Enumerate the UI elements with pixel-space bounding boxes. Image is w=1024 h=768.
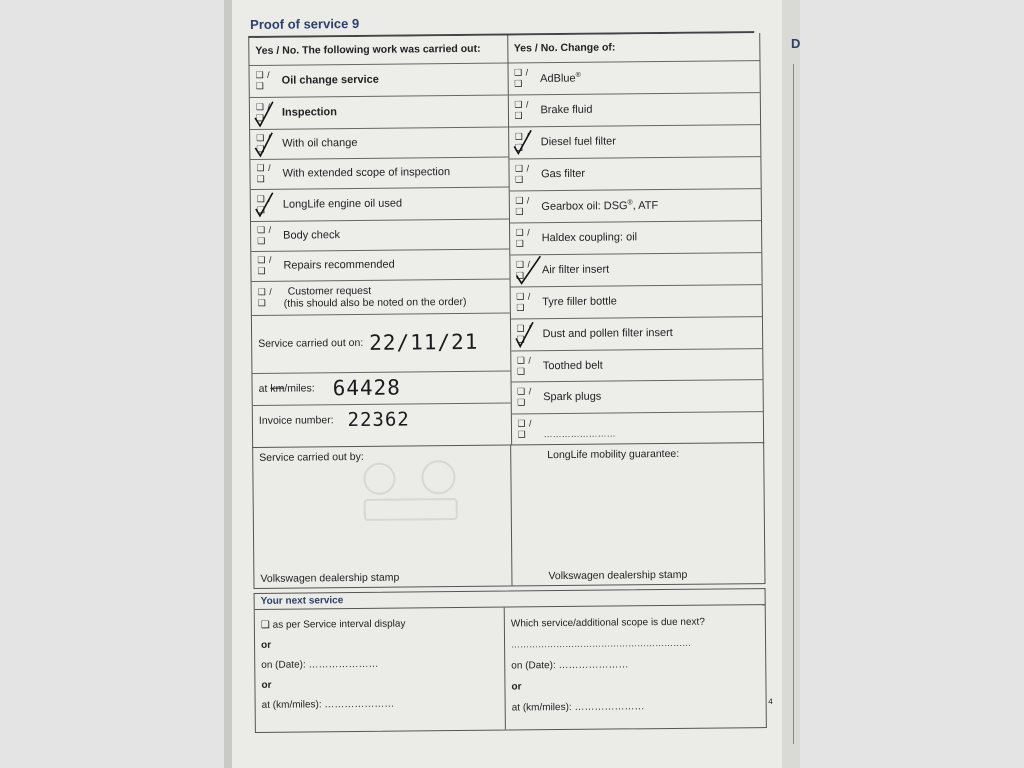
checkbox-pair[interactable]: ❑ / ❑ <box>516 291 531 313</box>
mileage-label-suffix: /miles: <box>284 382 315 395</box>
gearbox-label: Gearbox oil: DSG <box>541 199 628 213</box>
checkbox-pair[interactable]: ❑ / ❑ <box>516 323 532 345</box>
invoice-value[interactable]: 22362 <box>347 407 410 431</box>
change-item-label <box>541 199 658 213</box>
adjacent-page <box>782 0 800 768</box>
or-label: or <box>261 679 272 691</box>
service-grid <box>248 33 764 448</box>
work-item-longlife-oil <box>251 187 509 221</box>
next-service-box <box>254 588 773 733</box>
adjacent-page-rule <box>793 64 794 744</box>
checkbox-pair[interactable]: ❑ / ❑ <box>255 69 271 91</box>
adblue-label: AdBlue <box>540 72 576 85</box>
checkbox-pair[interactable]: ❑ / ❑ <box>257 254 272 276</box>
checkmark-icon <box>254 190 276 218</box>
faint-stamp-mark <box>364 498 458 521</box>
work-item-customer-request <box>252 279 510 315</box>
work-item-label <box>284 284 467 310</box>
dealer-stamp-label: Volkswagen dealership stamp <box>260 571 400 585</box>
checkbox-pair[interactable]: ❑ / ❑ <box>515 227 531 249</box>
next-date-field[interactable]: on (Date): ………………… <box>261 658 379 671</box>
work-item-label: Inspection <box>281 106 338 119</box>
change-item-label: Diesel fuel filter <box>540 135 617 149</box>
work-item-label: With extended scope of inspection <box>282 166 451 180</box>
service-by-label: Service carried out by: <box>259 450 364 464</box>
work-item-label: Body check <box>283 229 341 242</box>
or-label: or <box>261 639 272 651</box>
change-item-spark-plugs <box>511 380 763 414</box>
work-item-label: Oil change service <box>281 73 379 87</box>
next-service-body <box>255 605 766 732</box>
mileage-label-struck: km <box>270 382 285 395</box>
checkbox-pair[interactable]: ❑ / ❑ <box>516 354 532 376</box>
page-number: 4 <box>768 696 773 706</box>
change-item-label: Toothed belt <box>542 359 603 372</box>
change-item-air-filter <box>510 253 762 287</box>
checkbox-pair[interactable]: ❑ / ❑ <box>514 131 530 153</box>
scope-blank-line[interactable]: …………………………………………………… <box>511 637 692 650</box>
work-item-label: LongLife engine oil used <box>282 197 403 211</box>
checkbox-pair[interactable]: ❑ / ❑ <box>257 286 273 308</box>
change-item-label: Haldex coupling: oil <box>541 231 638 245</box>
service-form <box>248 9 773 732</box>
or-label: or <box>511 680 522 693</box>
checkbox-pair[interactable]: ❑ / ❑ <box>257 224 272 246</box>
change-item-brake-fluid <box>508 93 760 127</box>
next-service-title: Your next service <box>255 589 765 610</box>
change-item-label <box>540 71 581 84</box>
service-date-value[interactable]: 22/11/21 <box>369 329 479 355</box>
next-km-field[interactable]: at (km/miles): ………………… <box>261 698 395 711</box>
work-item-repairs <box>251 249 509 281</box>
faint-stamp-mark <box>363 462 395 494</box>
checkbox-pair[interactable]: ❑ / ❑ <box>515 195 530 217</box>
checkmark-icon <box>253 99 275 127</box>
change-item-tyre-filler <box>510 285 762 319</box>
change-header: Yes / No. Change of: <box>508 33 760 63</box>
change-item-adblue <box>508 61 760 95</box>
checkbox-pair[interactable]: ❑ / ❑ <box>514 67 529 89</box>
invoice-row <box>253 403 511 435</box>
scope-question: Which service/additional scope is due next? <box>510 616 705 630</box>
change-item-label: Tyre filler bottle <box>542 295 617 309</box>
checkbox-pair[interactable]: ❑ / ❑ <box>517 386 532 408</box>
mobility-guarantee-label: LongLife mobility guarantee: <box>547 447 680 461</box>
registered-mark: ® <box>575 71 581 79</box>
next-service-scope <box>505 605 766 729</box>
change-item-label: Dust and pollen filter insert <box>542 326 673 341</box>
mileage-row <box>252 371 510 405</box>
next-date-field-2[interactable]: on (Date): ………………… <box>511 658 629 672</box>
change-item-label: Brake fluid <box>540 103 593 117</box>
next-service-options <box>255 607 506 731</box>
dealer-stamp-label: Volkswagen dealership stamp <box>548 568 688 582</box>
faint-stamp-mark <box>421 460 455 494</box>
checkmark-icon <box>253 130 275 158</box>
form-title: Proof of service 9 <box>250 15 360 32</box>
checkmark-icon <box>513 255 543 285</box>
gearbox-suffix: , ATF <box>632 199 659 212</box>
adjacent-page-letter: D <box>791 36 800 51</box>
work-column <box>249 35 511 446</box>
work-header: Yes / No. The following work was carried out: <box>249 35 507 65</box>
change-item-gas-filter <box>509 157 761 191</box>
mileage-label-prefix: at <box>258 382 271 395</box>
work-item-body-check <box>251 219 509 251</box>
mileage-value[interactable]: 64428 <box>332 375 401 401</box>
dealer-stamp-box <box>253 445 512 587</box>
checkbox-pair[interactable]: ❑ / ❑ <box>514 99 530 121</box>
change-item-label: Spark plugs <box>543 390 602 404</box>
checkbox-pair[interactable]: ❑ / ❑ <box>517 417 533 439</box>
service-date-row <box>252 313 510 373</box>
checkbox-pair[interactable]: ❑ / ❑ <box>256 193 272 215</box>
change-column <box>508 33 763 444</box>
work-item-extended-scope <box>250 157 508 189</box>
mobility-guarantee-box <box>511 443 764 585</box>
checkbox-pair[interactable]: ❑ / ❑ <box>256 162 272 184</box>
change-item-blank <box>511 412 763 444</box>
checkmark-icon <box>513 320 535 348</box>
invoice-label: Invoice number: <box>258 413 334 427</box>
next-km-field-2[interactable]: at (km/miles): ………………… <box>511 700 645 714</box>
change-item-pollen-filter <box>510 317 762 351</box>
work-item-with-oil-change <box>250 127 508 159</box>
work-item-inspection <box>250 95 508 129</box>
checkbox-pair[interactable]: ❑ / ❑ <box>515 259 531 281</box>
change-item-label: Air filter insert <box>541 263 610 277</box>
checkbox-pair[interactable]: ❑ / ❑ <box>514 163 530 185</box>
work-item-label: With oil change <box>282 136 358 150</box>
change-item-label: Gas filter <box>540 167 586 181</box>
customer-request-line2: (this should also be noted on the order) <box>283 295 467 310</box>
registered-mark: ® <box>627 198 633 207</box>
work-item-oil-change <box>249 63 507 97</box>
checkmark-icon <box>512 128 534 156</box>
service-date-label: Service carried out on: <box>258 336 364 350</box>
mileage-label <box>259 382 315 395</box>
blank-line: …………………… <box>543 427 616 439</box>
change-item-haldex <box>510 221 762 255</box>
change-item-gearbox-oil <box>509 189 761 223</box>
checkbox-pair[interactable]: ❑ / ❑ <box>256 132 271 154</box>
interval-display-option[interactable]: ❑ as per Service interval display <box>260 618 406 631</box>
checkbox-pair[interactable]: ❑ / ❑ <box>255 101 271 123</box>
change-item-diesel-filter <box>509 125 761 159</box>
stamp-row <box>252 443 765 589</box>
work-item-label: Repairs recommended <box>283 258 395 272</box>
change-item-toothed-belt <box>511 349 763 382</box>
customer-request-line1: Customer request <box>287 284 372 298</box>
